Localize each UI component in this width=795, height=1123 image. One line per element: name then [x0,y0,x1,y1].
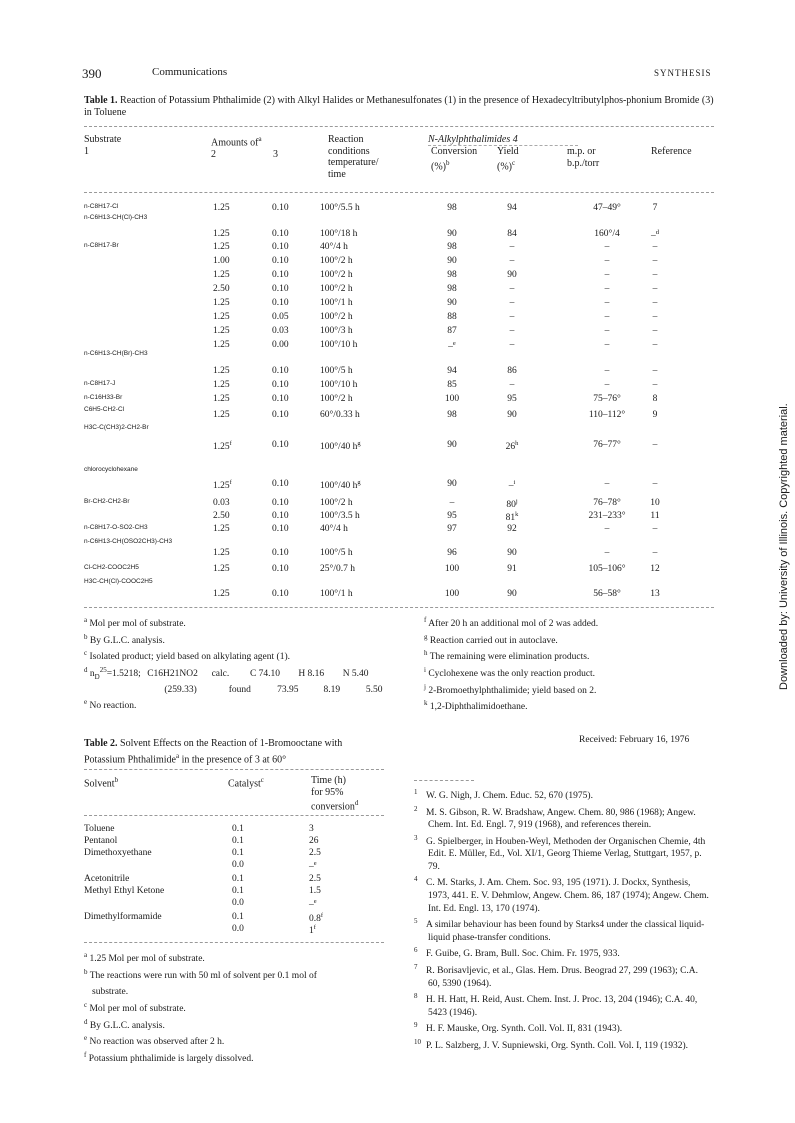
table1-cell-conv: 100 [444,564,460,574]
table1-cell-a3: 0.10 [272,410,289,420]
table1-cell-ref: –$^d$ [651,229,659,242]
table1-cell-mp: 160°/4 [594,229,620,239]
col-reference-header: Reference [651,146,692,157]
table1-cell-cond: 100°/10 h [320,380,358,390]
table1-cell-ref: 11 [650,511,660,521]
table1-cell-a2: 1.25 [213,564,230,574]
table1-cell-conv: 88 [447,312,457,322]
footnote-b: $^b$ By G.L.C. analysis. [84,632,165,646]
footnote-i: $^i$ Cyclohexene was the only reaction product. [424,665,596,680]
table1-cell-yld: 90 [507,548,517,558]
references-list [414,786,710,1053]
substrate-formula: n-C8H17-O-SO2-CH3 [84,524,148,531]
table1-cell-conv: 85 [447,380,457,390]
table1-cell-a3: 0.10 [272,564,289,574]
table1-cell-a2: 1.25 [213,589,230,599]
download-notice: Downloaded by: University of Illinois. Copyrighted material. [778,403,790,690]
table1-cell-yld: 91 [507,564,517,574]
table2-footnote: $^b$ The reactions were run with 50 ml of solvent per 0.1 mol of [84,967,317,981]
reference-item: $^8$ H. H. Hatt, H. Reid, Aust. Chem. Inst. J. Proc. 13, 204 (1946); C.A. 40, 5423 (1946). [414,992,698,1018]
table1-cell-ref: – [652,326,658,336]
table1-cell-mp: – [604,380,610,390]
table1-cell-conv: 97 [447,524,457,534]
table1-cell-a2: 1.25 [213,524,230,534]
table1-cell-cond: 100°/2 h [320,270,353,280]
substrate-formula: Cl-CH2-COOC2H5 [84,564,139,571]
reference-item: $^2$ M. S. Gibson, R. W. Bradshaw, Angew. Chem. 80, 986 (1968); Angew. Chem. Int. Ed. Engl. 7, 919 (1968), and references therein. [414,804,696,831]
col-reaction-header: Reaction conditions temperature/ time [328,134,379,180]
table1-cell-mp: 76–78° [593,498,621,508]
table2-cell-cat: 0.0 [232,860,244,870]
table1-cell-cond: 100°/5 h [320,366,353,376]
table1-cell-ref: 9 [652,410,658,420]
table2-footnote: $^c$ Mol per mol of substrate. [84,1000,186,1015]
table2-cell-time: 2.5 [309,848,321,858]
table2-cell-time: 1$^f$ [309,924,316,937]
table1-cell-yld: 90 [507,270,517,280]
table1-cell-conv: 90 [447,298,457,308]
table1-cell-a2: 1.25$^f$ [213,479,232,492]
reference-item: $^6$ F. Guibe, G. Bram, Bull. Soc. Chim. Fr. 1975, 933. [414,946,620,960]
table1-cell-ref: 8 [652,394,658,404]
table1-cell-mp: – [604,548,610,558]
received-date: Received: February 16, 1976 [579,735,690,745]
table2-header-rule [84,815,384,816]
table2-cell-cat: 0.1 [232,886,244,896]
table1-cell-yld: 90 [507,410,517,420]
table1-cell-yld: 86 [507,366,517,376]
table1-cell-a2: 2.50 [213,511,230,521]
table1-cell-a3: 0.10 [272,524,289,534]
table1-cell-mp: – [604,340,610,350]
table1-cell-conv: 98 [447,242,457,252]
col-substrate-header: Substrate 1 [84,134,122,157]
table1-cell-a3: 0.10 [272,229,289,239]
reference-item: $^9$ H. F. Mauske, Org. Synth. Coll. Vol. II, 831 (1943). [414,1021,623,1035]
substrate-formula: n-C6H13-CH(Cl)-CH3 [84,214,148,221]
table1-bottom-rule [84,607,714,608]
page-number: 390 [82,66,102,81]
table2-footnote: $^e$ No reaction was observed after 2 h. [84,1034,225,1048]
table1-cell-cond: 100°/5 h [320,548,353,558]
table1-cell-a2: 1.25 [213,298,230,308]
table1-cell-conv: 98 [447,270,457,280]
table1-cell-conv: 98 [447,203,457,213]
table1-cell-cond: 100°/3 h [320,326,353,336]
table1-cell-a3: 0.10 [272,380,289,390]
table1-cell-conv: 98 [447,284,457,294]
col-conversion-header: Conversion (%)$^b$ [431,146,478,172]
table1-cell-mp: 76–77° [593,440,621,450]
table1-cell-mp: – [604,479,610,489]
t2-col-time: Time (h) for 95% conversion$^d$ [311,775,359,813]
t2-col-solvent: Solvent$^b$ [84,776,119,790]
table1-cell-mp: 56–58° [593,589,621,599]
table1-cell-mp: – [604,242,610,252]
table1-cell-ref: – [652,366,658,376]
table1-cell-cond: 100°/40 $h^g$ [320,440,361,453]
table1-cell-conv: 90 [447,479,457,489]
table1-cell-conv: 96 [447,548,457,558]
table1-cell-cond: 100°/3.5 h [320,511,360,521]
table1-cell-a3: 0.10 [272,548,289,558]
substrate-formula: n-C6H13-CH(OSO2CH3)-CH3 [84,538,173,545]
table1-cell-a3: 0.00 [272,340,289,350]
table1-cell-mp: 110–112° [588,410,626,420]
footnote-d: $^d$ $n_D^{25}=1.5218$; C16H21NO2 calc. C 74.10 H 8.16 N 5.40 [84,665,369,682]
table1-cell-a2: 0.03 [213,498,230,508]
table1-header-rule [84,192,714,193]
table1-cell-mp: – [604,298,610,308]
table1-cell-cond: 100°/1 h [320,298,353,308]
table1-cell-ref: 12 [650,564,660,574]
table1-cell-a3: 0.10 [272,511,289,521]
table1-cell-a3: 0.10 [272,242,289,252]
table1-cell-mp: 75–76° [593,394,621,404]
table1-cell-conv: 98 [447,410,457,420]
table1-cell-ref: – [652,270,658,280]
table1-cell-a2: 1.25 [213,326,230,336]
table2-footnote: substrate. [92,987,129,998]
table1-cell-ref: – [652,524,658,534]
table2-footnote: $^f$ Potassium phthalimide is largely dissolved. [84,1050,254,1065]
table2-cell-time: 2.5 [309,874,321,884]
table1-cell-yld: – [509,242,515,252]
substrate-formula: H3C-CH(Cl)-COOC2H5 [84,578,153,585]
table1-cell-ref: – [652,312,658,322]
table2-cell-time: 1.5 [309,886,321,896]
reference-item: $^4$ C. M. Starks, J. Am. Chem. Soc. 93, 195 (1971). J. Dockx, Synthesis, 1973, 441. E. V. Dehmlow, Angew. Chem. 86, 187 (1974); Angew. Chem. Int. Ed. Engl. 13, 170 (1974). [414,875,709,914]
substrate-formula: n-C16H33-Br [84,394,123,401]
table1-cell-mp: – [604,326,610,336]
table1-cell-a2: 1.25 [213,242,230,252]
reference-item: $^{10}$ P. L. Salzberg, J. V. Supniewski, Org. Synth. Coll. Vol. I, 119 (1932). [414,1037,688,1052]
table1-cell-yld: – [509,380,515,390]
table1-cell-cond: 100°/1 h [320,589,353,599]
substrate-formula: Br-CH2-CH2-Br [84,498,130,505]
table1-cell-a2: 1.25 [213,380,230,390]
section-title: Communications [152,66,228,78]
table1-cell-cond: 100°/5.5 h [320,203,360,213]
table1-cell-conv: 94 [447,366,457,376]
table1-cell-a3: 0.10 [272,298,289,308]
substrate-formula: chlorocyclohexane [84,466,138,473]
table1-cell-conv: –$^e$ [448,340,456,353]
table1-cell-a2: 1.25 [213,270,230,280]
footnote-e: $^e$ No reaction. [84,698,137,712]
table2-cell-time: 3 [309,824,314,834]
table1-cell-ref: – [652,256,658,266]
table1-footnotes-right [424,614,598,714]
table2-cell-time: –$^e$ [309,898,317,911]
table1-cell-cond: 40°/4 h [320,242,348,252]
table2-cell-solvent: Methyl Ethyl Ketone [84,886,165,896]
table1-cell-yld: – [509,256,515,266]
table2-cell-cat: 0.1 [232,824,244,834]
table2-cell-solvent: Acetonitrile [84,874,130,884]
t2-col-catalyst: Catalyst$^c$ [228,776,264,790]
table1-cell-a3: 0.10 [272,284,289,294]
reference-item: $^1$ W. G. Nigh, J. Chem. Educ. 52, 670 (1975). [414,788,593,802]
table2-footnote: $^d$ By G.L.C. analysis. [84,1017,165,1031]
table1-cell-ref: 10 [650,498,660,508]
table1-cell-cond: 100°/10 h [320,340,358,350]
table1-cell-mp: – [604,256,610,266]
table1-cell-conv: 90 [447,229,457,239]
table1-cell-ref: 7 [652,203,658,213]
table1-cell-a2: 1.25 [213,394,230,404]
table1-label: Table 1. [84,95,118,106]
table1-cell-cond: 60°/0.33 h [320,410,360,420]
table2-cell-cat: 0.1 [232,848,244,858]
table2-footnotes [84,949,317,1066]
reference-item: $^3$ G. Spielberger, in Houben-Weyl, Methoden der Organischen Chemie, 4th Edit. E. Müller, Ed., Vol. XI/1, Georg Thieme Verlag, Stuttgart, 1957, p. 79. [414,833,706,872]
footnote-c: $^c$ Isolated product; yield based on alkylating agent (1). [84,649,290,663]
table1-cell-cond: 100°/18 h [320,229,358,239]
table1-cell-a2: 2.50 [213,284,230,294]
table1-cell-yld: 80$^j$ [506,498,518,511]
table1-cell-a3: 0.10 [272,270,289,280]
table1-cell-a3: 0.10 [272,479,289,489]
table1-cell-a2: 1.00 [213,256,230,266]
table1-cell-mp: – [604,312,610,322]
table2-caption: Table 2. Solvent Effects on the Reaction of 1-Bromooctane with Potassium Phthalimide$^a$ in the presence of 3 at 60° [84,738,343,766]
table1-cell-mp: – [604,524,610,534]
table1-cell-ref: – [652,380,658,390]
substrate-formula: C6H5-CH2-Cl [84,406,125,413]
table2-cell-solvent: Dimethylformamide [84,912,162,922]
table1-cell-a2: 1.25$^f$ [213,440,232,453]
table1-cell-yld: 94 [507,203,517,213]
table1-cell-ref: – [652,242,658,252]
col-yield-header: Yield (%)$^c$ [497,146,519,172]
table1-cell-yld: 90 [507,589,517,599]
substrate-formula: n-C8H17-J [84,380,116,387]
table1-cell-ref: 13 [650,589,660,599]
table1-cell-a3: 0.10 [272,394,289,404]
table1-cell-cond: 100°/40 $h^g$ [320,479,361,492]
table2-cell-cat: 0.1 [232,874,244,884]
substrate-formula: n-C6H13-CH(Br)-CH3 [84,350,148,357]
table2-cell-time: –$^e$ [309,860,317,873]
table1-cell-ref: – [652,479,658,489]
table1-cell-cond: 100°/2 h [320,312,353,322]
table1-cell-a2: 1.25 [213,229,230,239]
col-amounts-header: Amounts $of^a$ 2 3 [211,135,278,160]
table1-cell-conv: 90 [447,256,457,266]
table1-cell-a2: 1.25 [213,203,230,213]
table1-cell-conv: 87 [447,326,457,336]
table1-cell-a2: 1.25 [213,548,230,558]
table1-cell-ref: – [652,440,658,450]
table1-cell-cond: 100°/2 h [320,284,353,294]
reference-item: $^7$ R. Borisavljevic, et al., Glas. Hem. Drus. Beograd 27, 299 (1963); C.A. 60, 5390 (1964). [414,962,699,989]
table1-cell-mp: 47–49° [593,203,621,213]
table1-cell-yld: 92 [507,524,517,534]
table2-cell-solvent: Dimethoxyethane [84,848,152,858]
table1-cell-conv: 100 [444,394,460,404]
table1-cell-ref: – [652,284,658,294]
table2-cell-cat: 0.0 [232,898,244,908]
table2-label: Table 2. [84,738,118,749]
table1-cell-a3: 0.10 [272,589,289,599]
table1-cell-a2: 1.25 [213,312,230,322]
substrate-formula: n-C8H17-Cl [84,203,119,210]
table1-cell-mp: – [604,366,610,376]
footnote-f: $^f$ After 20 h an additional mol of 2 was added. [424,616,599,630]
table2-cell-cat: 0.1 [232,836,244,846]
table1-cell-conv: 95 [447,511,457,521]
table1-caption-text: Reaction of Potassium Phthalimide (2) with Alkyl Halides or Methanesulfonates (1) in the presence of Hexadecyltributylphos-phonium Bromide (3) in Toluene [84,95,714,118]
table1-cell-yld: – [509,284,515,294]
col-mp-header: m.p. or b.p./torr [567,146,600,169]
table1-cell-ref: – [652,548,658,558]
table1-cell-yld: 26$^h$ [505,440,519,453]
footnote-a: $^a$ Mol per mol of substrate. [84,616,186,630]
table1-cell-yld: – [509,312,515,322]
table1-cell-yld: 84 [507,229,517,239]
table1-cell-a3: 0.10 [272,366,289,376]
table2-bottom-rule [84,942,384,943]
table1-cell-conv: – [449,498,455,508]
journal-name: SYNTHESIS [654,68,712,78]
table1-cell-mp: – [604,284,610,294]
table1-cell-cond: 25°/0.7 h [320,564,355,574]
footnote-d-row2: (259.33) found 73.95 8.19 5.50 [164,684,383,695]
table1-cell-a3: 0.10 [272,203,289,213]
table1-cell-yld: – [509,326,515,336]
table1-cell-a3: 0.10 [272,498,289,508]
table1-footnotes-left [84,614,383,713]
col-group-header: N-Alkylphthalimides 4 [428,134,518,145]
footnote-h: $^h$ The remaining were elimination products. [424,649,590,663]
table1-cell-a3: 0.10 [272,440,289,450]
table1-cell-a2: 1.25 [213,340,230,350]
table1-cell-cond: 100°/2 h [320,394,353,404]
table1-cell-cond: 100°/2 h [320,256,353,266]
table1-cell-a2: 1.25 [213,366,230,376]
table1-cell-yld: 95 [507,394,517,404]
table2-cell-time: 0.8$^f$ [309,912,324,925]
footnote-j: $^j$ 2-Bromoethylphthalimide; yield based on 2. [424,682,597,696]
table1-cell-yld: –$^i$ [508,479,516,492]
table2-cell-cat: 0.0 [232,924,244,934]
table1-cell-ref: – [652,298,658,308]
reference-item: $^5$ A similar behaviour has been found by Starks4 under the classical liquid-liquid phase-transfer conditions. [414,917,705,943]
table1-cell-conv: 100 [444,589,460,599]
table2-cell-cat: 0.1 [232,912,244,922]
table1-cell-cond: 40°/4 h [320,524,348,534]
substrate-formula: H3C-C(CH3)2-CH2-Br [84,424,149,431]
table1-cell-yld: – [509,298,515,308]
table2-cell-solvent: Toluene [84,824,115,834]
table1-cell-cond: 100°/2 h [320,498,353,508]
table1-cell-a3: 0.10 [272,256,289,266]
table2-top-rule [84,769,384,770]
table1-caption [84,95,714,119]
references-rule [414,780,474,781]
table1-cell-ref: – [652,340,658,350]
table1-top-rule [84,126,714,127]
footnote-g: $^g$ Reaction carried out in autoclave. [424,632,558,646]
substrate-formula: n-C8H17-Br [84,242,119,249]
table1-cell-a3: 0.03 [272,326,289,336]
footnote-k: $^k$ 1,2-Diphthalimidoethane. [424,699,528,713]
table1-cell-yld: 81$^k$ [505,511,519,524]
table2-footnote: $^a$ 1.25 Mol per mol of substrate. [84,951,205,965]
table1-cell-a2: 1.25 [213,410,230,420]
table1-cell-mp: 231–233° [588,511,626,521]
table1-cell-mp: 105–106° [588,564,626,574]
table1-cell-conv: 90 [447,440,457,450]
table1-cell-mp: – [604,270,610,280]
table2-cell-time: 26 [309,836,319,846]
table2-cell-solvent: Pentanol [84,836,118,846]
table1-cell-a3: 0.05 [272,312,289,322]
table1-cell-yld: – [509,340,515,350]
